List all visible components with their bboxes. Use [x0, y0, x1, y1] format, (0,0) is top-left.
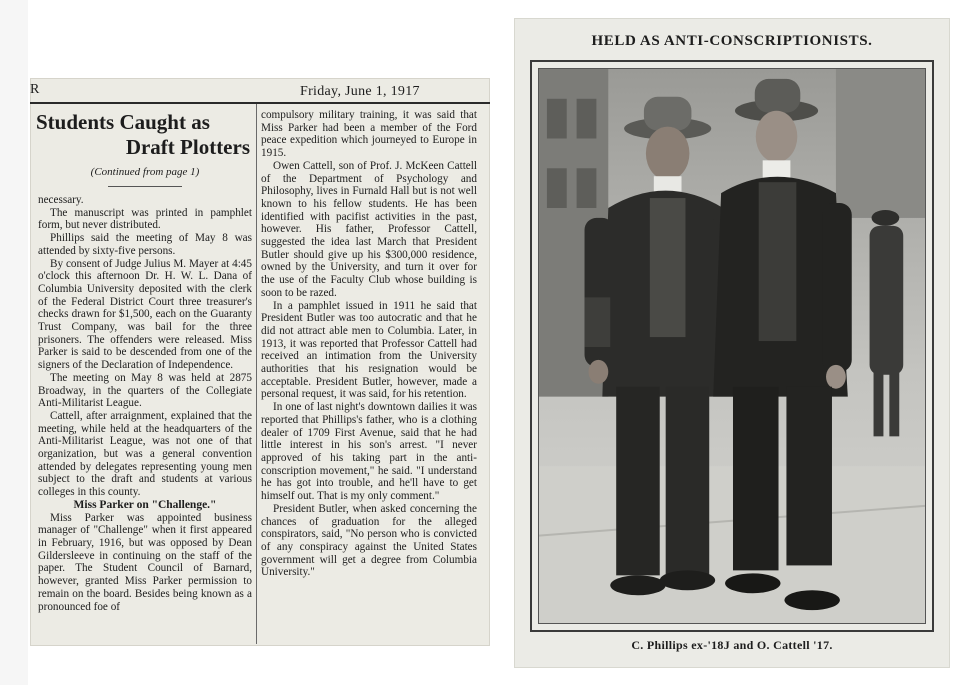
headline-line-1: Students Caught as [36, 110, 210, 134]
paragraph: compulsory military training, it was said that Miss Parker had been a member of the Ford peace expedition which journeyed to Europe in 1915. [261, 109, 477, 160]
scan-background-edge [0, 0, 28, 685]
photo-caption: C. Phillips ex-'18J and O. Cattell '17. [631, 638, 833, 652]
article-column-2 [261, 109, 477, 579]
article-column-1 [38, 194, 252, 613]
paragraph: Miss Parker was appointed business manager of "Challenge" when it first appeared in February, 1916, but was opposed by Dean Gildersleeve in continuing on the staff of the paper. The Student Council of Barnard, however, granted Miss Parker permission to remain on the board. Besides being known as a pronounced foe of [38, 511, 252, 613]
paragraph: By consent of Judge Julius M. Mayer at 4:45 o'clock this afternoon Dr. H. W. L. Dana of Columbia University deposited with the clerk of the Federal District Court three treasurer's checks drawn for $1,500, each on the Guaranty Trust Company, was bail for the three prisoners. The offenders were released. Miss Parker is said to be descended from one of the signers of the Declaration of Independence. [38, 257, 252, 372]
photograph-two-men [538, 68, 926, 624]
paragraph: The manuscript was printed in pamphlet form, but never distributed. [38, 206, 252, 232]
photo-frame [530, 60, 934, 632]
paragraph: In a pamphlet issued in 1911 he said that President Butler was too autocratic and that he did not attract able men to Columbia. Later, in 1913, it was reported that Professor Cattell had received an intimation from the University authorities that his resignation would be acceptable. President Butler, however, made a personal request, it was said, for his retention. [261, 299, 477, 401]
photo-title: HELD AS ANTI-CONSCRIPTIONISTS. [591, 33, 873, 49]
paragraph: President Butler, when asked concerning the chances of graduation for the alleged conspirators, said, "No person who is convicted of any conspiracy against the United States government will get a degree from Columbia University." [261, 502, 477, 579]
paragraph: In one of last night's downtown dailies it was reported that Phillips's father, who is a clothing dealer of 1709 First Avenue, said that he had little interest in his son's arrest. "I never approved of his taking part in the anti-conscription movement," he said. "I understand he has got into trouble, and he'll have to get himself out. That is my only comment." [261, 401, 477, 503]
continued-note: (Continued from page 1) [90, 166, 200, 178]
continued-rule [108, 186, 182, 187]
paragraph: Phillips said the meeting of May 8 was attended by sixty-five persons. [38, 232, 252, 257]
subheading: Miss Parker on "Challenge." [73, 498, 217, 511]
paragraph: Cattell, after arraignment, explained that the meeting, while held at the headquarters of the Anti-Militarist League, was not one of that organization, but was a general convention attended by delegates representing young men subject to the draft and students at various colleges in this county. [38, 409, 252, 499]
column-divider [256, 104, 257, 644]
header-rule [30, 102, 490, 104]
paragraph: necessary. [38, 194, 84, 206]
paragraph: Owen Cattell, son of Prof. J. McKeen Cattell of the Department of Psychology and Philosophy, lives in Furnald Hall but is not well known to his fellow students. He has been identified with pacifist activities in the past, however. His father, Professor Cattell, suggested the idea last March that President Butler should give up his $300,000 residence, owned by the University, and turn it over for the use of the Faculty Club whose building is soon to be razed. [261, 159, 477, 299]
paragraph: The meeting on May 8 was held at 2875 Broadway, in the quarters of the Collegiate Anti-Militarist League. [38, 371, 252, 410]
article-headline [36, 110, 254, 160]
issue-date: Friday, June 1, 1917 [300, 84, 420, 99]
page-letter: R [30, 82, 40, 97]
headline-line-2: Draft Plotters [125, 135, 250, 159]
